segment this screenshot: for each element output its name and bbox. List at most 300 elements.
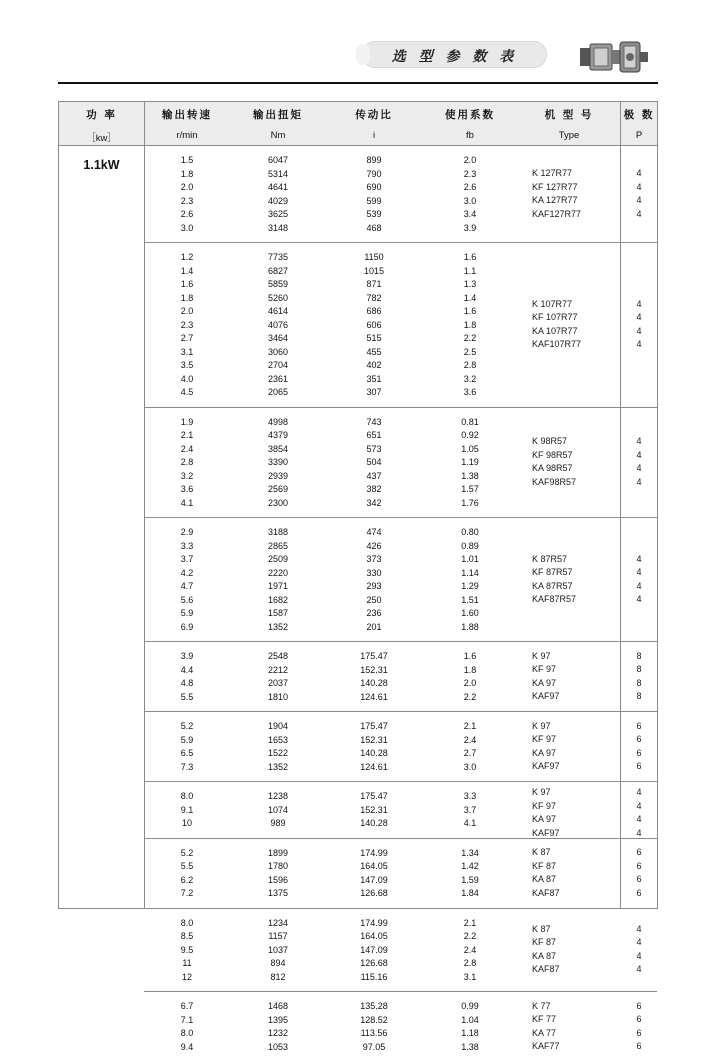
cell-poles: 4	[636, 208, 642, 219]
cell-service-factor: 1.84	[461, 888, 479, 898]
cell-output-torque: 1053	[267, 1041, 289, 1052]
cell-output-torque: 2939	[267, 470, 289, 481]
cell-ratio: 175.47	[360, 791, 388, 801]
type-column	[518, 839, 620, 908]
cell-ratio: 504	[366, 457, 382, 467]
spec-group	[144, 146, 657, 243]
cell-output-speed: 9.4	[180, 1041, 194, 1052]
cell-output-torque: 1653	[267, 734, 289, 745]
cell-output-torque: 1232	[267, 1028, 289, 1038]
cell-poles: 8	[636, 691, 642, 701]
cell-poles: 6	[636, 1014, 642, 1024]
spec-group	[144, 839, 657, 909]
cell-output-torque: 1522	[267, 748, 289, 758]
cell-output-torque: 894	[270, 958, 286, 968]
cell-poles: 4	[636, 339, 642, 350]
cell-service-factor: 1.18	[461, 1028, 479, 1038]
cell-output-torque: 1238	[267, 791, 289, 801]
cell-output-torque: 2865	[267, 540, 289, 551]
cell-poles: 6	[636, 761, 642, 771]
cell-type: KF 87R57	[532, 567, 573, 577]
cell-service-factor: 0.80	[461, 527, 479, 537]
cell-output-speed: 5.2	[180, 847, 194, 858]
cell-ratio: 126.68	[360, 958, 388, 968]
cell-type: KAF97	[532, 691, 560, 701]
cell-output-speed: 3.7	[180, 554, 194, 564]
cell-service-factor: 1.1	[463, 265, 477, 276]
cell-service-factor: 0.99	[461, 1001, 479, 1011]
cell-poles: 6	[636, 874, 642, 884]
cell-ratio: 174.99	[360, 917, 388, 928]
cell-output-torque: 1352	[267, 761, 289, 772]
cell-ratio: 690	[366, 182, 382, 192]
cell-service-factor: 1.01	[461, 554, 479, 564]
gear-motor-logo-icon	[578, 40, 650, 76]
cell-type: KA 77	[532, 1027, 557, 1038]
cell-output-speed: 5.2	[180, 721, 194, 731]
cell-output-speed: 7.1	[180, 1014, 194, 1025]
cell-ratio: 140.28	[360, 748, 388, 758]
cell-ratio: 606	[366, 319, 382, 330]
cell-service-factor: 3.0	[463, 761, 477, 772]
cell-poles: 4	[636, 567, 642, 577]
spec-group	[144, 243, 657, 408]
cell-output-torque: 1780	[267, 861, 289, 871]
cell-service-factor: 1.38	[461, 470, 479, 481]
cell-service-factor: 1.05	[461, 443, 479, 454]
cell-output-speed: 11	[182, 958, 192, 968]
cell-ratio: 437	[366, 470, 382, 481]
cell-output-torque: 5314	[267, 168, 289, 179]
cell-ratio: 126.68	[360, 888, 388, 898]
cell-type: K 87	[532, 923, 551, 934]
cell-output-speed: 3.2	[180, 470, 194, 481]
cell-output-speed: 2.3	[180, 319, 194, 330]
cell-output-speed: 4.5	[180, 387, 194, 397]
cell-output-torque: 3390	[267, 457, 289, 467]
table-header-row	[59, 102, 657, 146]
cell-ratio: 128.52	[360, 1014, 388, 1025]
cell-output-torque: 4614	[267, 306, 289, 316]
cell-output-speed: 2.7	[180, 333, 194, 343]
cell-poles: 4	[636, 580, 642, 591]
cell-service-factor: 2.7	[463, 748, 477, 758]
cell-service-factor: 1.6	[463, 306, 477, 316]
cell-output-speed: 3.9	[180, 651, 194, 661]
cell-service-factor: 2.4	[463, 734, 477, 745]
cell-ratio: 474	[366, 527, 382, 537]
cell-ratio: 236	[366, 608, 382, 618]
cell-type: KA 97	[532, 814, 557, 824]
cell-service-factor: 3.4	[463, 209, 477, 219]
poles-column	[620, 518, 658, 641]
power-value: 1.1kW	[83, 158, 120, 172]
cell-output-speed: 10	[181, 818, 192, 828]
cell-type: KAF97	[532, 827, 560, 838]
cell-ratio: 342	[366, 497, 382, 508]
type-column	[518, 782, 620, 838]
poles-column	[620, 642, 658, 711]
cell-service-factor: 1.14	[461, 567, 479, 578]
spec-table	[58, 101, 658, 1052]
cell-service-factor: 1.57	[461, 484, 479, 494]
cell-ratio: 164.05	[360, 931, 388, 941]
cell-type: K 97	[532, 720, 551, 731]
cell-output-speed: 2.8	[180, 457, 194, 467]
cell-ratio: 455	[366, 346, 382, 357]
cell-type: K 127R77	[532, 168, 573, 178]
cell-ratio: 124.61	[360, 691, 388, 702]
cell-output-torque: 2569	[267, 484, 289, 494]
type-column	[518, 243, 620, 407]
cell-ratio: 174.99	[360, 847, 388, 858]
cell-ratio: 135.28	[360, 1001, 388, 1011]
cell-output-speed: 4.1	[180, 497, 194, 508]
cell-ratio: 402	[366, 360, 382, 370]
cell-service-factor: 3.3	[463, 791, 477, 801]
cell-output-speed: 4.0	[180, 373, 194, 384]
cell-ratio: 113.56	[360, 1028, 388, 1038]
cell-ratio: 599	[366, 195, 382, 206]
cell-ratio: 539	[366, 209, 382, 219]
cell-output-torque: 1352	[267, 621, 289, 632]
cell-output-torque: 1587	[267, 608, 289, 618]
cell-output-torque: 3464	[267, 333, 289, 343]
cell-ratio: 175.47	[360, 651, 388, 661]
cell-output-speed: 6.5	[180, 748, 194, 758]
poles-column	[620, 712, 658, 781]
cell-poles: 6	[636, 1041, 642, 1051]
column-header-poles: 极 数 P	[623, 109, 655, 141]
cell-output-speed: 1.9	[180, 416, 194, 427]
cell-poles: 4	[636, 168, 642, 178]
cell-output-speed: 5.9	[180, 608, 194, 618]
cell-output-torque: 2037	[267, 678, 289, 688]
type-column	[518, 909, 620, 992]
cell-type: KAF97	[532, 761, 560, 771]
cell-poles: 6	[636, 734, 642, 744]
cell-output-speed: 1.8	[180, 168, 194, 179]
cell-type: KA 87	[532, 874, 557, 884]
poles-column	[620, 992, 658, 1061]
cell-ratio: 382	[366, 484, 382, 494]
cell-service-factor: 1.4	[463, 292, 477, 303]
cell-ratio: 351	[366, 373, 382, 384]
poles-column	[620, 839, 658, 908]
cell-output-torque: 1395	[267, 1014, 289, 1025]
cell-service-factor: 2.0	[463, 678, 477, 688]
cell-ratio: 743	[366, 416, 382, 427]
cell-output-speed: 6.2	[180, 874, 194, 885]
cell-output-speed: 3.6	[180, 484, 194, 494]
cell-output-torque: 2361	[267, 373, 289, 384]
cell-ratio: 124.61	[360, 761, 388, 772]
cell-poles: 6	[636, 747, 642, 758]
poles-column	[620, 243, 658, 407]
cell-output-speed: 7.3	[180, 761, 194, 772]
cell-type: K 87R57	[532, 553, 568, 564]
cell-output-speed: 1.5	[180, 155, 194, 165]
cell-output-speed: 4.8	[180, 678, 194, 688]
cell-type: KAF87	[532, 964, 560, 975]
cell-output-torque: 3188	[267, 527, 289, 537]
cell-output-speed: 5.6	[180, 594, 194, 605]
cell-ratio: 140.28	[360, 818, 388, 828]
cell-ratio: 147.09	[360, 944, 388, 955]
power-column	[59, 146, 144, 908]
cell-output-torque: 4641	[267, 182, 289, 192]
cell-type: KA 87	[532, 950, 557, 961]
column-header-type: 机 型 号 Type	[544, 109, 594, 141]
cell-service-factor: 3.0	[463, 195, 477, 206]
cell-output-speed: 5.5	[180, 861, 194, 871]
cell-output-speed: 1.6	[180, 279, 194, 289]
cell-service-factor: 2.1	[463, 917, 477, 928]
cell-ratio: 899	[366, 155, 382, 165]
cell-service-factor: 1.6	[463, 651, 477, 661]
cell-output-speed: 7.2	[180, 888, 194, 898]
cell-service-factor: 1.8	[463, 664, 477, 675]
cell-ratio: 140.28	[360, 678, 388, 688]
cell-output-torque: 2065	[267, 387, 289, 397]
cell-type: KF 127R77	[532, 181, 578, 192]
cell-output-speed: 3.3	[180, 540, 194, 551]
cell-ratio: 175.47	[360, 721, 388, 731]
cell-ratio: 115.16	[360, 971, 388, 982]
cell-poles: 4	[636, 325, 642, 336]
cell-type: KF 98R57	[532, 449, 573, 460]
spec-group	[144, 642, 657, 712]
cell-output-torque: 1037	[267, 944, 289, 955]
cell-output-speed: 2.6	[180, 209, 194, 219]
cell-output-speed: 8.0	[180, 791, 194, 801]
cell-output-torque: 2212	[267, 664, 289, 675]
cell-poles: 4	[636, 937, 642, 948]
cell-output-torque: 1971	[267, 581, 289, 591]
header-divider	[58, 82, 658, 84]
cell-service-factor: 3.9	[463, 222, 477, 233]
cell-output-torque: 989	[270, 818, 286, 828]
cell-type: K 107R77	[532, 298, 573, 309]
cell-ratio: 790	[366, 168, 382, 179]
cell-output-torque: 4076	[267, 319, 289, 330]
cell-ratio: 573	[366, 443, 382, 454]
cell-service-factor: 3.2	[463, 373, 477, 384]
cell-service-factor: 1.34	[461, 847, 479, 858]
cell-ratio: 152.31	[360, 664, 388, 675]
cell-poles: 4	[636, 923, 642, 934]
cell-ratio: 293	[366, 581, 382, 591]
cell-service-factor: 3.1	[463, 971, 477, 982]
spec-group	[144, 518, 657, 642]
cell-service-factor: 2.8	[463, 958, 477, 968]
cell-poles: 6	[636, 887, 642, 898]
cell-type: KA 107R77	[532, 325, 578, 336]
column-header-power: 功 率 ［kw］	[86, 109, 117, 144]
cell-poles: 6	[636, 847, 642, 857]
cell-ratio: 426	[366, 540, 382, 551]
cell-type: K 97	[532, 650, 551, 661]
cell-service-factor: 2.6	[463, 182, 477, 192]
spec-group	[144, 712, 657, 782]
cell-ratio: 147.09	[360, 874, 388, 885]
cell-service-factor: 1.88	[461, 621, 479, 632]
cell-output-speed: 3.5	[180, 360, 194, 370]
type-column	[518, 518, 620, 641]
cell-type: K 87	[532, 847, 551, 857]
cell-ratio: 468	[366, 222, 382, 233]
cell-output-torque: 4379	[267, 430, 289, 440]
cell-service-factor: 1.76	[461, 497, 479, 508]
cell-type: KF 87	[532, 937, 557, 948]
cell-output-torque: 2220	[267, 567, 289, 578]
cell-poles: 4	[636, 312, 642, 323]
cell-service-factor: 1.29	[461, 581, 479, 591]
cell-service-factor: 1.8	[463, 319, 477, 330]
cell-output-torque: 6827	[267, 265, 289, 276]
cell-service-factor: 1.42	[461, 861, 479, 871]
cell-type: K 77	[532, 1000, 551, 1011]
cell-output-torque: 1899	[267, 847, 289, 858]
cell-poles: 4	[636, 827, 642, 838]
cell-poles: 4	[636, 787, 642, 797]
cell-poles: 4	[636, 964, 642, 975]
cell-service-factor: 1.19	[461, 457, 479, 467]
cell-poles: 4	[636, 298, 642, 309]
poles-column	[620, 146, 658, 242]
cell-type: KAF127R77	[532, 208, 582, 219]
spec-group	[144, 408, 657, 519]
cell-poles: 4	[636, 463, 642, 474]
cell-type: KAF98R57	[532, 476, 577, 487]
cell-output-torque: 1596	[267, 874, 289, 885]
cell-ratio: 515	[366, 333, 382, 343]
cell-ratio: 1015	[363, 265, 385, 276]
cell-poles: 4	[636, 594, 642, 604]
cell-service-factor: 3.7	[463, 804, 477, 815]
cell-output-torque: 1157	[268, 931, 288, 941]
column-header-service-factor: 使用系数 fb	[445, 109, 495, 141]
cell-output-speed: 8.5	[180, 931, 194, 941]
cell-ratio: 307	[366, 387, 382, 397]
cell-output-speed: 3.0	[180, 222, 194, 233]
cell-service-factor: 2.5	[463, 346, 477, 357]
cell-ratio: 152.31	[360, 734, 388, 745]
cell-output-speed: 2.4	[180, 443, 194, 454]
cell-service-factor: 2.3	[463, 168, 477, 179]
cell-output-torque: 1468	[267, 1001, 289, 1011]
cell-output-speed: 1.4	[180, 265, 194, 276]
type-column	[518, 146, 620, 242]
cell-type: KAF107R77	[532, 339, 582, 350]
type-column	[518, 712, 620, 781]
cell-type: KF 97	[532, 664, 557, 674]
cell-type: K 98R57	[532, 436, 568, 447]
cell-output-torque: 812	[270, 971, 286, 982]
cell-output-speed: 8.0	[180, 1028, 194, 1038]
poles-column	[620, 408, 658, 518]
cell-type: KA 98R57	[532, 463, 573, 474]
poles-column	[620, 909, 658, 992]
cell-service-factor: 1.6	[463, 252, 477, 262]
cell-service-factor: 0.89	[461, 540, 479, 551]
cell-poles: 4	[636, 436, 642, 447]
cell-type: KA 97	[532, 747, 557, 758]
cell-ratio: 201	[366, 621, 382, 632]
cell-output-speed: 2.9	[180, 527, 194, 537]
cell-poles: 6	[636, 1027, 642, 1038]
cell-ratio: 782	[366, 292, 382, 303]
cell-type: KAF77	[532, 1041, 560, 1051]
cell-service-factor: 4.1	[463, 818, 477, 828]
cell-type: KF 77	[532, 1014, 557, 1024]
cell-output-torque: 2300	[267, 497, 289, 508]
cell-ratio: 164.05	[360, 861, 388, 871]
cell-ratio: 871	[366, 279, 382, 289]
cell-output-torque: 1904	[267, 721, 289, 731]
cell-output-torque: 1682	[267, 594, 289, 605]
cell-output-speed: 2.3	[180, 195, 194, 206]
page-title: 选 型 参 数 表	[391, 49, 518, 65]
cell-service-factor: 2.8	[463, 360, 477, 370]
cell-poles: 4	[636, 800, 642, 811]
cell-output-torque: 3625	[267, 209, 289, 219]
cell-service-factor: 2.1	[463, 721, 477, 731]
type-column	[518, 992, 620, 1061]
cell-service-factor: 1.38	[461, 1041, 479, 1052]
cell-ratio: 373	[366, 554, 382, 564]
cell-service-factor: 1.04	[461, 1014, 479, 1025]
cell-poles: 4	[636, 476, 642, 487]
cell-type: KA 97	[532, 677, 557, 688]
cell-type: K 97	[532, 787, 551, 797]
cell-output-torque: 7735	[267, 252, 289, 262]
cell-output-speed: 12	[181, 971, 192, 982]
cell-output-speed: 1.2	[180, 252, 194, 262]
cell-poles: 6	[636, 720, 642, 731]
cell-output-torque: 1375	[267, 888, 289, 898]
cell-type: KF 107R77	[532, 312, 578, 323]
cell-poles: 6	[636, 1000, 642, 1011]
cell-output-torque: 1234	[267, 917, 289, 928]
cell-type: KAF87R57	[532, 594, 577, 604]
cell-service-factor: 0.81	[461, 416, 479, 427]
poles-column	[620, 782, 658, 838]
cell-type: KAF87	[532, 887, 560, 898]
cell-poles: 6	[636, 860, 642, 871]
cell-output-torque: 1074	[267, 804, 289, 815]
cell-service-factor: 1.60	[461, 608, 479, 618]
cell-type: KA 127R77	[532, 195, 578, 205]
column-header-output-torque: 输出扭矩 Nm	[253, 109, 303, 141]
cell-output-speed: 2.0	[180, 182, 194, 192]
cell-output-speed: 6.7	[180, 1001, 194, 1011]
cell-type: KF 87	[532, 860, 557, 871]
cell-poles: 4	[636, 195, 642, 205]
cell-output-speed: 9.1	[180, 804, 194, 815]
type-column	[518, 408, 620, 518]
cell-output-torque: 5260	[267, 292, 289, 303]
cell-poles: 4	[636, 181, 642, 192]
cell-output-torque: 2548	[267, 651, 289, 661]
cell-ratio: 651	[366, 430, 382, 440]
spec-group	[144, 782, 657, 839]
cell-type: KF 97	[532, 800, 557, 811]
table-body	[144, 146, 657, 1052]
cell-service-factor: 2.4	[463, 944, 477, 955]
cell-poles: 4	[636, 814, 642, 824]
cell-ratio: 686	[366, 306, 382, 316]
